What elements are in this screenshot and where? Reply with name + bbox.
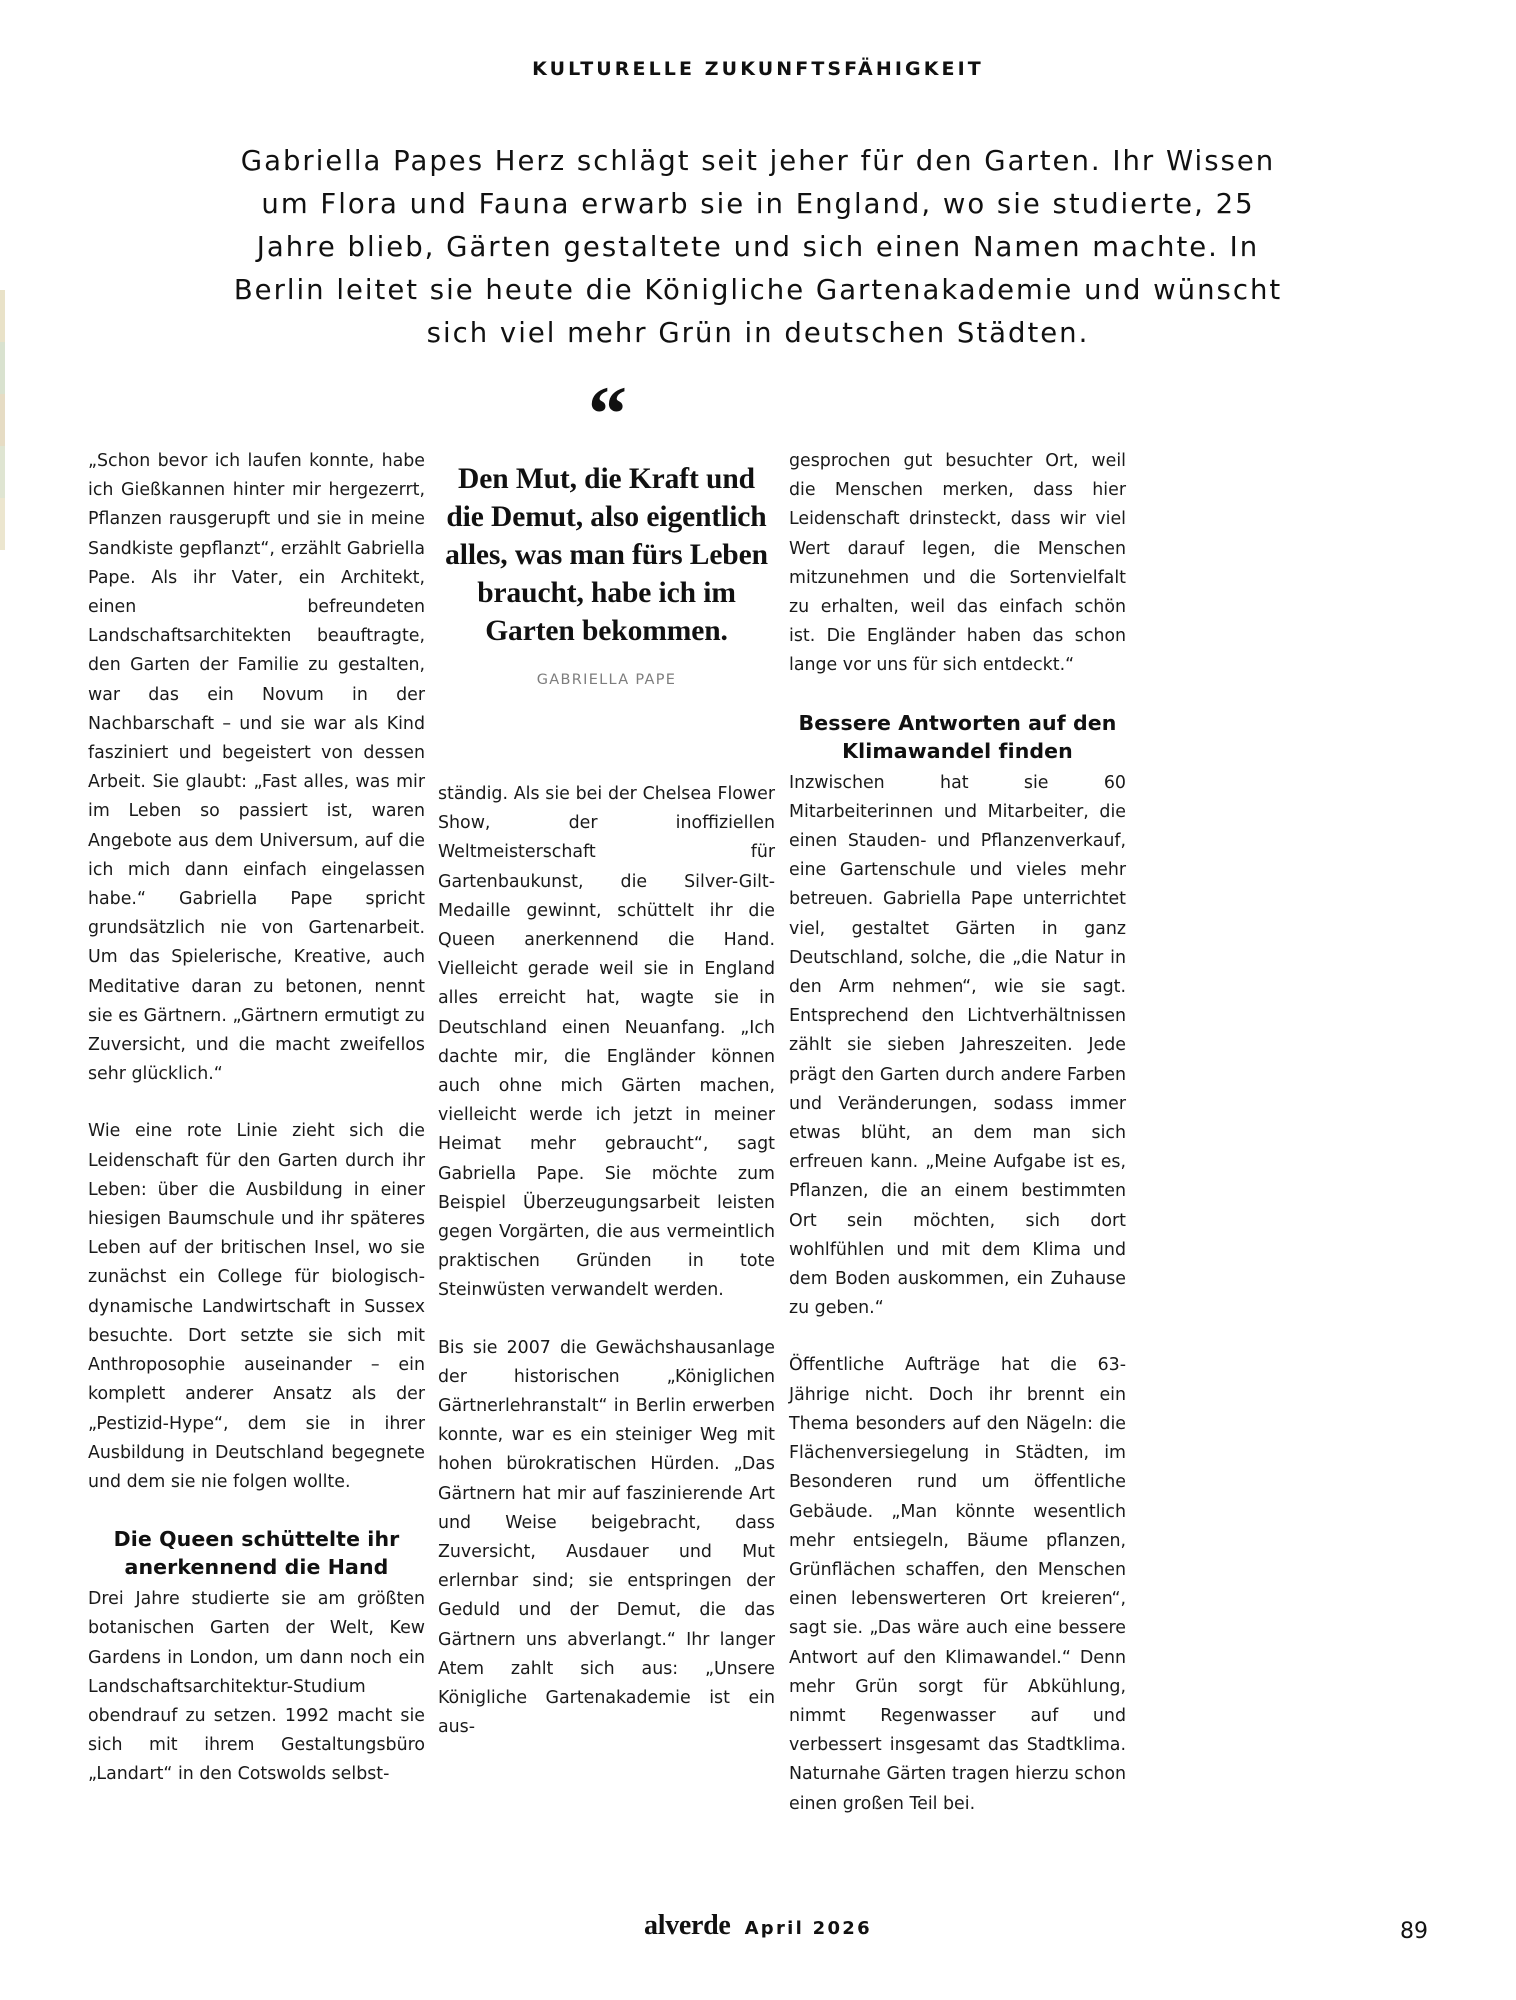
issue-date: April 2026 bbox=[744, 1918, 872, 1939]
paragraph: gesprochen gut besuchter Ort, weil die Menschen merken, dass hier Leidenschaft drinsteckt, dass wir viel Wert darauf legen, die Menschen mitzunehmen und die Sortenvielfalt zu erhalten, weil das einfach schön ist. Die Engländer haben das schon lange vor uns für sich entdeckt.“ bbox=[789, 451, 1126, 676]
column-middle bbox=[438, 780, 775, 1743]
article-standfirst: Gabriella Papes Herz schlägt seit jeher für den Garten. Ihr Wissen um Flora und Fauna erwarb sie in England, wo sie studierte, 25 Jahre blieb, Gärten gestaltete und sich einen Namen machte. In Berlin leitet sie heute die Königliche Gartenakademie und wünscht sich viel mehr Grün in deutschen Städten. bbox=[233, 145, 1283, 349]
paragraph: ständig. Als sie bei der Chelsea Flower Show, der inoffiziellen Weltmeisterschaft für Gartenbaukunst, die Silver-Gilt-Medaille gewinnt, schüttelt ihr die Queen anerkennend die Hand. Vielleicht gerade weil sie in England alles erreicht hat, wagte sie in Deutschland einen Neuanfang. „Ich dachte mir, die Engländer können auch ohne mich Gärten machen, vielleicht werde ich jetzt in meiner Heimat mehr gebraucht“, sagt Gabriella Pape. Sie möchte zum Beispiel Überzeugungsarbeit leisten gegen Vorgärten, die aus vermeintlich praktischen Gründen in tote Steinwüsten verwandelt werden. bbox=[438, 784, 775, 1301]
section-subhead-klimawandel: Bessere Antworten auf den Klimawandel finden bbox=[798, 710, 1117, 763]
quotation-mark-icon: “ bbox=[588, 370, 625, 457]
paragraph: Drei Jahre studierte sie am größten botanischen Garten der Welt, Kew Gardens in London, um dann noch ein Landschaftsarchitektur-Studium obendrauf zu setzen. 1992 macht sie sich mit ihrem Gestaltungsbüro „Landart“ in den Cotswolds selbst- bbox=[88, 1589, 425, 1785]
column-right bbox=[789, 447, 1126, 1819]
paragraph: Bis sie 2007 die Gewächshausanlage der historischen „Königlichen Gärtnerlehranstalt“ in Berlin erwerben konnte, war es ein steiniger Weg mit hohen bürokratischen Hürden. „Das Gärtnern hat mir auf faszinierende Art und Weise beigebracht, dass Zuversicht, Ausdauer und Mut erlernbar sind; sie entspringen der Geduld und der Demut, die das Gärtnern uns abverlangt.“ Ihr langer Atem zahlt sich aus: „Unsere Königliche Gartenakademie ist ein aus- bbox=[438, 1337, 775, 1738]
magazine-logo: alverde bbox=[644, 1910, 731, 1941]
column-left bbox=[88, 447, 425, 1790]
paragraph: Öffentliche Aufträge hat die 63-Jährige nicht. Doch ihr brennt ein Thema besonders auf den Nägeln: die Flächenversiegelung in Städten, im Besonderen rund um öffentliche Gebäude. „Man könnte wesentlich mehr entsiegeln, Bäume pflanzen, Grünflächen schaffen, den Menschen einen lebenswerteren Ort kreieren“, sagt sie. „Das wäre auch eine bessere Antwort auf den Klimawandel.“ Denn mehr Grün sorgt für Abkühlung, nimmt Regenwasser auf und verbessert insgesamt das Stadtklima. Naturnahe Gärten tragen hierzu schon einen großen Teil bei. bbox=[789, 1355, 1126, 1814]
pull-quote-attribution: GABRIELLA PAPE bbox=[536, 672, 677, 688]
footer-imprint bbox=[0, 1910, 1516, 1942]
paragraph: „Schon bevor ich laufen konnte, habe ich Gießkannen hinter mir hergezerrt, Pflanzen rausgerupft und sie in meine Sandkiste gepflanzt“, erzählt Gabriella Pape. Als ihr Vater, ein Architekt, einen befreundeten Landschaftsarchitekten beauftragte, den Garten der Familie zu gestalten, war das ein Novum in der Nachbarschaft – und sie war als Kind fasziniert und begeistert von dessen Arbeit. Sie glaubt: „Fast alles, was mir im Leben so passiert ist, waren Angebote aus dem Universum, auf die ich mich dann einfach eingelassen habe.“ Gabriella Pape spricht grundsätzlich nie von Gartenarbeit. Um das Spielerische, Kreative, auch Meditative daran zu betonen, nennt sie es Gärtnern. „Gärtnern ermutigt zu Zuversicht, und die macht zweifellos sehr glücklich.“ bbox=[88, 451, 425, 1085]
page-footer bbox=[0, 1910, 1516, 1944]
section-subhead-queen: Die Queen schüttelte ihr anerkennend die Hand bbox=[113, 1527, 400, 1580]
edge-bleed-marks bbox=[0, 290, 5, 550]
pull-quote bbox=[438, 370, 775, 688]
paragraph: Wie eine rote Linie zieht sich die Leidenschaft für den Garten durch ihr Leben: über die Ausbildung in einer hiesigen Baumschule und ihr späteres Leben auf der britischen Insel, wo sie zunächst ein College für biologisch-dynamische Landwirtschaft in Sussex besuchte. Dort setzte sie sich mit Anthroposophie auseinander – ein komplett anderer Ansatz als der „Pestizid-Hype“, dem sie in ihrer Ausbildung in Deutschland begegnete und dem sie nie folgen wollte. bbox=[88, 1121, 425, 1492]
page-number: 89 bbox=[1400, 1919, 1428, 1944]
pull-quote-text: Den Mut, die Kraft und die Demut, also eigentlich alles, was man fürs Leben braucht, habe ich im Garten bekommen. bbox=[445, 463, 768, 647]
paragraph: Inzwischen hat sie 60 Mitarbeiterinnen und Mitarbeiter, die einen Stauden- und Pflanzenverkauf, eine Gartenschule und vieles mehr betreuen. Gabriella Pape unterrichtet viel, gestaltet Gärten in ganz Deutschland, solche, die „die Natur in den Arm nehmen“, wie sie sagt. Entsprechend den Lichtverhältnissen zählt sie sieben Jahreszeiten. Jede prägt den Garten durch andere Farben und Veränderungen, sodass immer etwas blüht, an dem man sich erfreuen kann. „Meine Aufgabe ist es, Pflanzen, die an einem bestimmten Ort sein möchten, sich dort wohlfühlen und mit dem Klima und dem Boden auskommen, ein Zuhause zu geben.“ bbox=[789, 772, 1126, 1319]
running-head: KULTURELLE ZUKUNFTSFÄHIGKEIT bbox=[532, 58, 984, 80]
